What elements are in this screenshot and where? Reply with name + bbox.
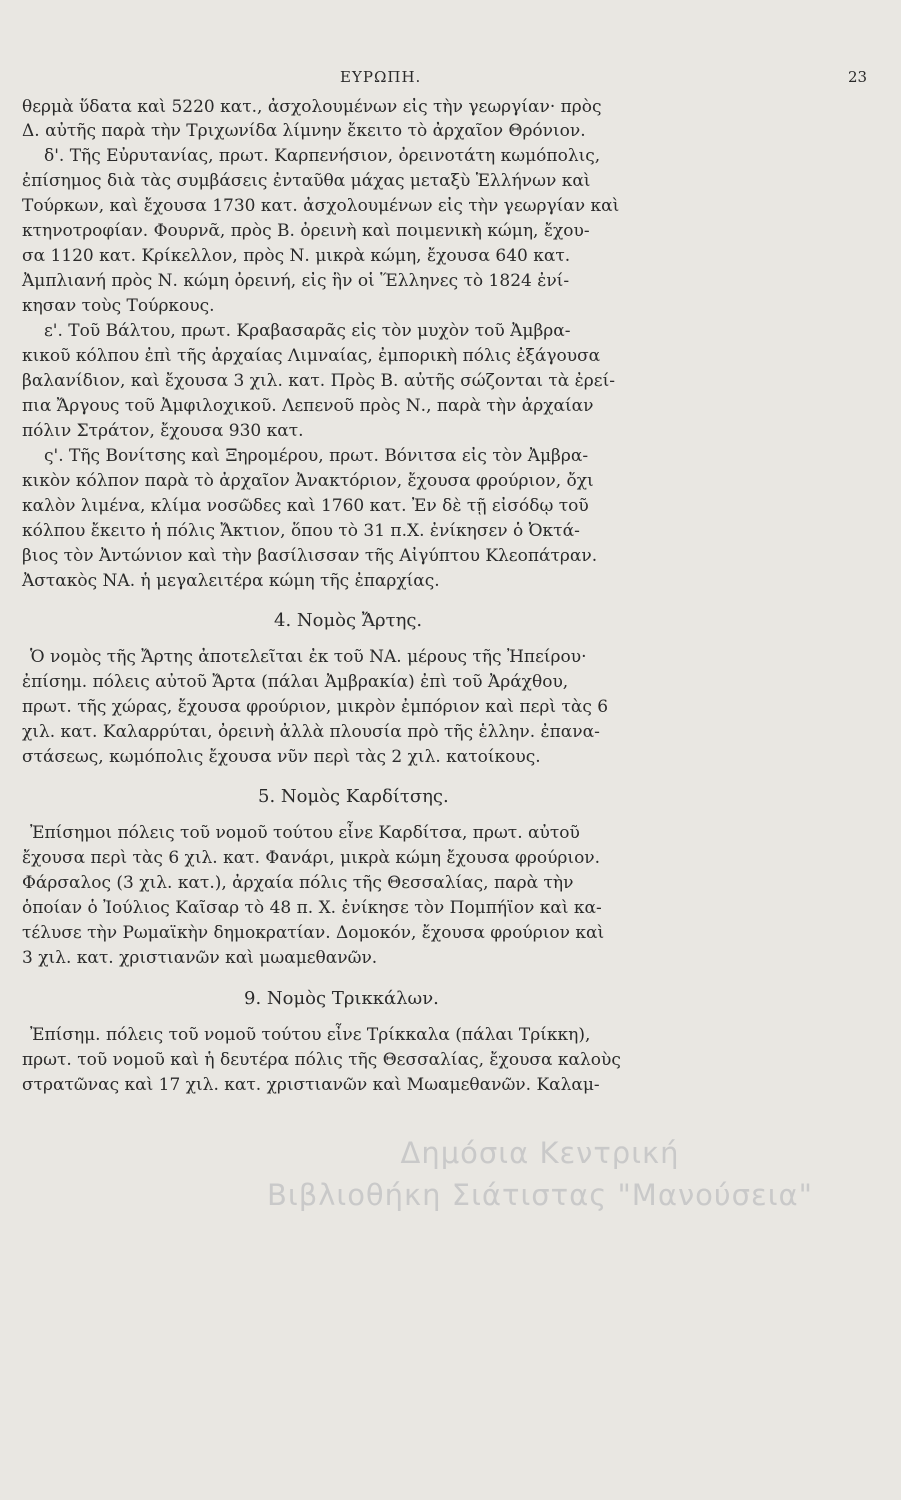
text-line: Ἀστακὸς ΝΑ. ἡ μεγαλειτέρα κώμη τῆς ἐπαρχίας. xyxy=(22,571,440,591)
section-heading: 9. Νομὸς Τρικκάλων. xyxy=(244,988,439,1009)
text-line: ς'. Τῆς Βονίτσης καὶ Ξηρομέρου, πρωτ. Βόνιτσα εἰς τὸν Ἀμβρα- xyxy=(44,446,589,466)
text-line: τέλυσε τὴν Ρωμαϊκὴν δημοκρατίαν. Δομοκόν, ἔχουσα φρούριον καὶ xyxy=(22,923,605,943)
text-line: καλὸν λιμένα, κλίμα νοσῶδες καὶ 1760 κατ. Ἐν δὲ τῇ εἰσόδῳ τοῦ xyxy=(22,496,589,516)
text-line: κικοῦ κόλπου ἐπὶ τῆς ἀρχαίας Λιμναίας, ἐμπορικὴ πόλις ἐξάγουσα xyxy=(22,346,601,366)
library-watermark-line-2: Βιβλιοθήκη Σιάτιστας "Μανούσεια" xyxy=(267,1178,813,1212)
text-line: Φάρσαλος (3 χιλ. κατ.), ἀρχαία πόλις τῆς Θεσσαλίας, παρὰ τὴν xyxy=(22,873,574,893)
text-line: Δ. αὐτῆς παρὰ τὴν Τριχωνίδα λίμνην ἔκειτο τὸ ἀρχαῖον Θρόνιον. xyxy=(22,121,586,141)
section-heading: 4. Νομὸς Ἄρτης. xyxy=(274,610,423,631)
text-line: στάσεως, κωμόπολις ἔχουσα νῦν περὶ τὰς 2 χιλ. κατοίκους. xyxy=(22,747,541,767)
text-line: σα 1120 κατ. Κρίκελλον, πρὸς Ν. μικρὰ κώμη, ἔχουσα 640 κατ. xyxy=(22,246,571,266)
text-line: ε'. Τοῦ Βάλτου, πρωτ. Κραβασαρᾶς εἰς τὸν μυχὸν τοῦ Ἀμβρα- xyxy=(44,321,571,341)
section-heading: 5. Νομὸς Καρδίτσης. xyxy=(258,786,449,807)
text-line: κτηνοτροφίαν. Φουρνᾶ, πρὸς Β. ὀρεινὴ καὶ ποιμενικὴ κώμη, ἔχου- xyxy=(22,221,590,241)
text-line: ἐπίσημ. πόλεις αὐτοῦ Ἄρτα (πάλαι Ἀμβρακία) ἐπὶ τοῦ Ἀράχθου, xyxy=(22,672,569,692)
text-line: θερμὰ ὕδατα καὶ 5220 κατ., ἀσχολουμένων εἰς τὴν γεωργίαν· πρὸς xyxy=(22,97,602,117)
text-line: ὁποίαν ὁ Ἰούλιος Καῖσαρ τὸ 48 π. Χ. ἐνίκησε τὸν Πομπήϊον καὶ κα- xyxy=(22,898,602,918)
text-line: Τούρκων, καὶ ἔχουσα 1730 κατ. ἀσχολουμένων εἰς τὴν γεωργίαν καὶ xyxy=(22,196,620,216)
text-line: κησαν τοὺς Τούρκους. xyxy=(22,296,215,316)
text-line: πρωτ. τοῦ νομοῦ καὶ ἡ δευτέρα πόλις τῆς Θεσσαλίας, ἔχουσα καλοὺς xyxy=(22,1050,621,1070)
text-line: κικὸν κόλπον παρὰ τὸ ἀρχαῖον Ἀνακτόριον, ἔχουσα φρούριον, ὄχι xyxy=(22,471,594,491)
page-header xyxy=(0,68,901,92)
text-line: κόλπου ἔκειτο ἡ πόλις Ἄκτιον, ὅπου τὸ 31 π.Χ. ἐνίκησεν ὁ Ὀκτά- xyxy=(22,521,580,541)
text-line: δ'. Τῆς Εὐρυτανίας, πρωτ. Καρπενήσιον, ὀρεινοτάτη κωμόπολις, xyxy=(44,146,601,166)
text-line: πόλιν Στράτον, ἔχουσα 930 κατ. xyxy=(22,421,304,441)
library-watermark-line-1: Δημόσια Κεντρική xyxy=(400,1136,680,1170)
text-line: ἐπίσημος διὰ τὰς συμβάσεις ἐνταῦθα μάχας μεταξὺ Ἑλλήνων καὶ xyxy=(22,171,591,191)
text-line: πια Ἄργους τοῦ Ἀμφιλοχικοῦ. Λεπενοῦ πρὸς Ν., παρὰ τὴν ἀρχαίαν xyxy=(22,396,594,416)
text-line: 3 χιλ. κατ. χριστιανῶν καὶ μωαμεθανῶν. xyxy=(22,948,378,968)
page-number: 23 xyxy=(848,68,868,86)
text-line: βαλανίδιον, καὶ ἔχουσα 3 χιλ. κατ. Πρὸς Β. αὐτῆς σώζονται τὰ ἐρεί- xyxy=(22,371,616,391)
running-title: ΕΥΡΩΠΗ. xyxy=(340,68,422,86)
text-line: Ὁ νομὸς τῆς Ἄρτης ἀποτελεῖται ἐκ τοῦ ΝΑ. μέρους τῆς Ἠπείρου· xyxy=(30,647,587,667)
text-line: Ἀμπλιανή πρὸς Ν. κώμη ὀρεινή, εἰς ἣν οἱ Ἕλληνες τὸ 1824 ἐνί- xyxy=(22,271,570,291)
text-line: βιος τὸν Ἀντώνιον καὶ τὴν βασίλισσαν τῆς Αἰγύπτου Κλεοπάτραν. xyxy=(22,546,598,566)
text-line: Ἐπίσημ. πόλεις τοῦ νομοῦ τούτου εἶνε Τρίκκαλα (πάλαι Τρίκκη), xyxy=(30,1025,591,1045)
text-line: χιλ. κατ. Καλαρρύται, ὀρεινὴ ἀλλὰ πλουσία πρὸ τῆς ἑλλην. ἐπανα- xyxy=(22,722,600,742)
text-line: Ἐπίσημοι πόλεις τοῦ νομοῦ τούτου εἶνε Καρδίτσα, πρωτ. αὐτοῦ xyxy=(30,823,580,843)
text-line: στρατῶνας καὶ 17 χιλ. κατ. χριστιανῶν καὶ Μωαμεθανῶν. Καλαμ- xyxy=(22,1075,600,1095)
text-line: πρωτ. τῆς χώρας, ἔχουσα φρούριον, μικρὸν ἐμπόριον καὶ περὶ τὰς 6 xyxy=(22,697,609,717)
text-line: ἔχουσα περὶ τὰς 6 χιλ. κατ. Φανάρι, μικρὰ κώμη ἔχουσα φρούριον. xyxy=(22,848,601,868)
